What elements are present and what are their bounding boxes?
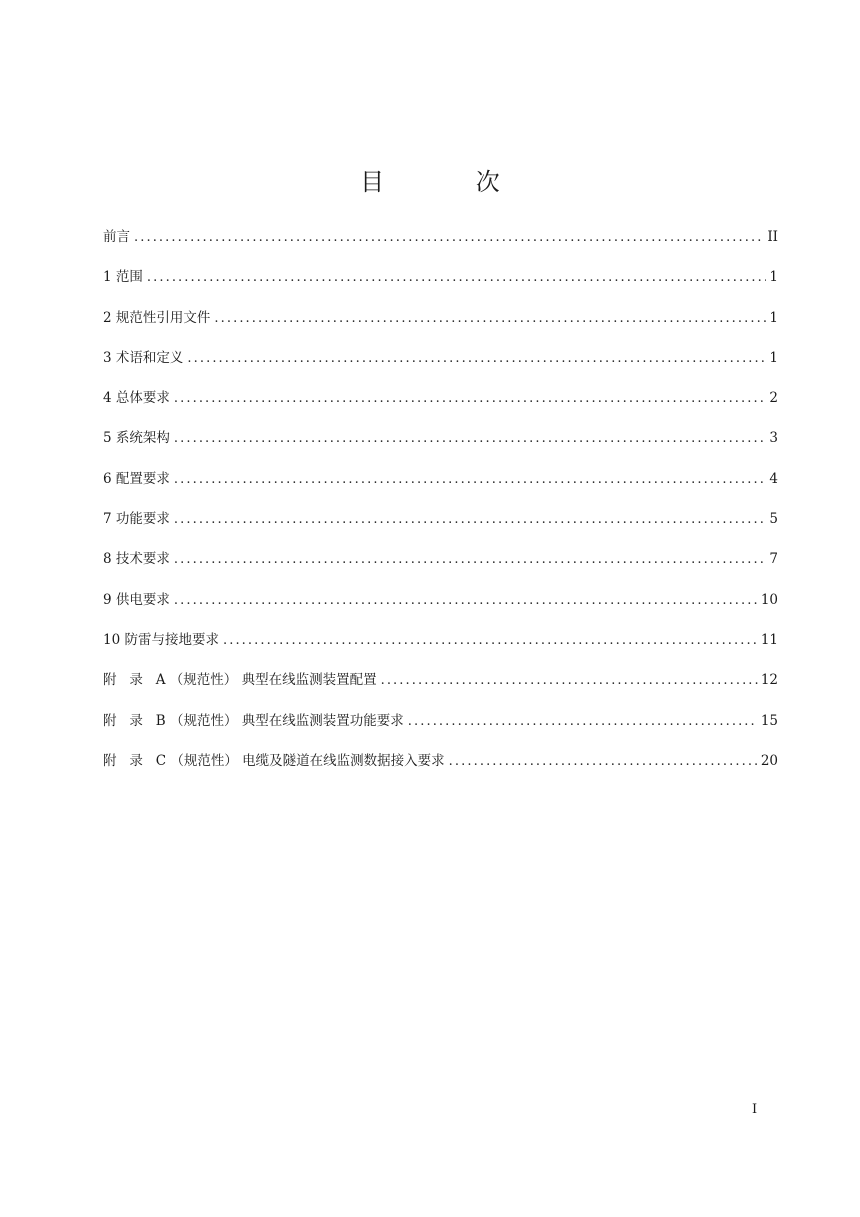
- toc-entry-page: II: [767, 229, 778, 245]
- toc-entry-page: 7: [769, 551, 778, 568]
- toc-entry-label: 前言: [103, 229, 130, 245]
- toc-entry-page: 5: [769, 511, 778, 528]
- toc-entry-page: 15: [760, 712, 778, 729]
- toc-leader-dots: [174, 510, 767, 530]
- toc-leader-dots: [187, 349, 766, 369]
- toc-leader-dots: [223, 631, 758, 651]
- toc-entry[interactable]: [103, 388, 778, 428]
- toc-entry-label: 6 配置要求: [103, 470, 170, 487]
- toc-leader-dots: [381, 671, 758, 691]
- toc-entry[interactable]: [103, 549, 778, 589]
- toc-entry-label: 附 录 B （规范性） 典型在线监测装置功能要求: [103, 712, 404, 729]
- toc-entry-label: 8 技术要求: [103, 551, 170, 568]
- toc-entry-label: 4 总体要求: [103, 390, 170, 407]
- toc-entry-page: 2: [769, 390, 778, 407]
- toc-entry-page: 1: [769, 309, 778, 326]
- toc-leader-dots: [174, 389, 767, 409]
- toc-annex-entry[interactable]: [103, 751, 778, 791]
- toc-entry-label: 1 范围: [103, 269, 143, 286]
- toc-entry[interactable]: [103, 308, 778, 348]
- toc-entry-page: 1: [769, 269, 778, 286]
- toc-leader-dots: [174, 429, 767, 449]
- toc-entry-page: 3: [769, 430, 778, 447]
- toc-entry-label: 9 供电要求: [103, 591, 170, 608]
- toc-leader-dots: [147, 268, 767, 288]
- page-title: 目 次: [360, 168, 542, 196]
- toc-entry-page: 12: [760, 672, 778, 689]
- toc-entry[interactable]: [103, 227, 778, 267]
- toc-leader-dots: [134, 228, 764, 248]
- toc-leader-dots: [174, 591, 758, 611]
- toc-entry[interactable]: [103, 630, 778, 670]
- toc-entry-label: 3 术语和定义: [103, 349, 184, 366]
- toc-entry-label: 附 录 A （规范性） 典型在线监测装置配置: [103, 672, 377, 689]
- toc-leader-dots: [214, 309, 766, 329]
- toc-entry-page: 1: [769, 349, 778, 366]
- toc-entry-page: 4: [769, 470, 778, 487]
- table-of-contents: [103, 227, 778, 791]
- toc-entry-label: 附 录 C （规范性） 电缆及隧道在线监测数据接入要求: [103, 752, 445, 769]
- toc-annex-entry[interactable]: [103, 670, 778, 710]
- toc-entry-page: 20: [760, 752, 778, 769]
- toc-leader-dots: [408, 712, 758, 732]
- toc-entry[interactable]: [103, 469, 778, 509]
- toc-entry[interactable]: [103, 267, 778, 307]
- toc-entry-page: 11: [760, 631, 778, 648]
- toc-annex-entry[interactable]: [103, 711, 778, 751]
- toc-entry-page: 10: [760, 591, 778, 608]
- toc-leader-dots: [449, 752, 758, 772]
- footer-page-number: I: [752, 1102, 758, 1117]
- toc-leader-dots: [174, 550, 767, 570]
- toc-entry[interactable]: [103, 509, 778, 549]
- toc-entry[interactable]: [103, 590, 778, 630]
- toc-entry-label: 5 系统架构: [103, 430, 170, 447]
- toc-entry-label: 7 功能要求: [103, 511, 170, 528]
- toc-leader-dots: [174, 470, 767, 490]
- toc-entry-label: 10 防雷与接地要求: [103, 631, 219, 648]
- toc-entry[interactable]: [103, 348, 778, 388]
- toc-entry-label: 2 规范性引用文件: [103, 309, 211, 326]
- toc-entry[interactable]: [103, 428, 778, 468]
